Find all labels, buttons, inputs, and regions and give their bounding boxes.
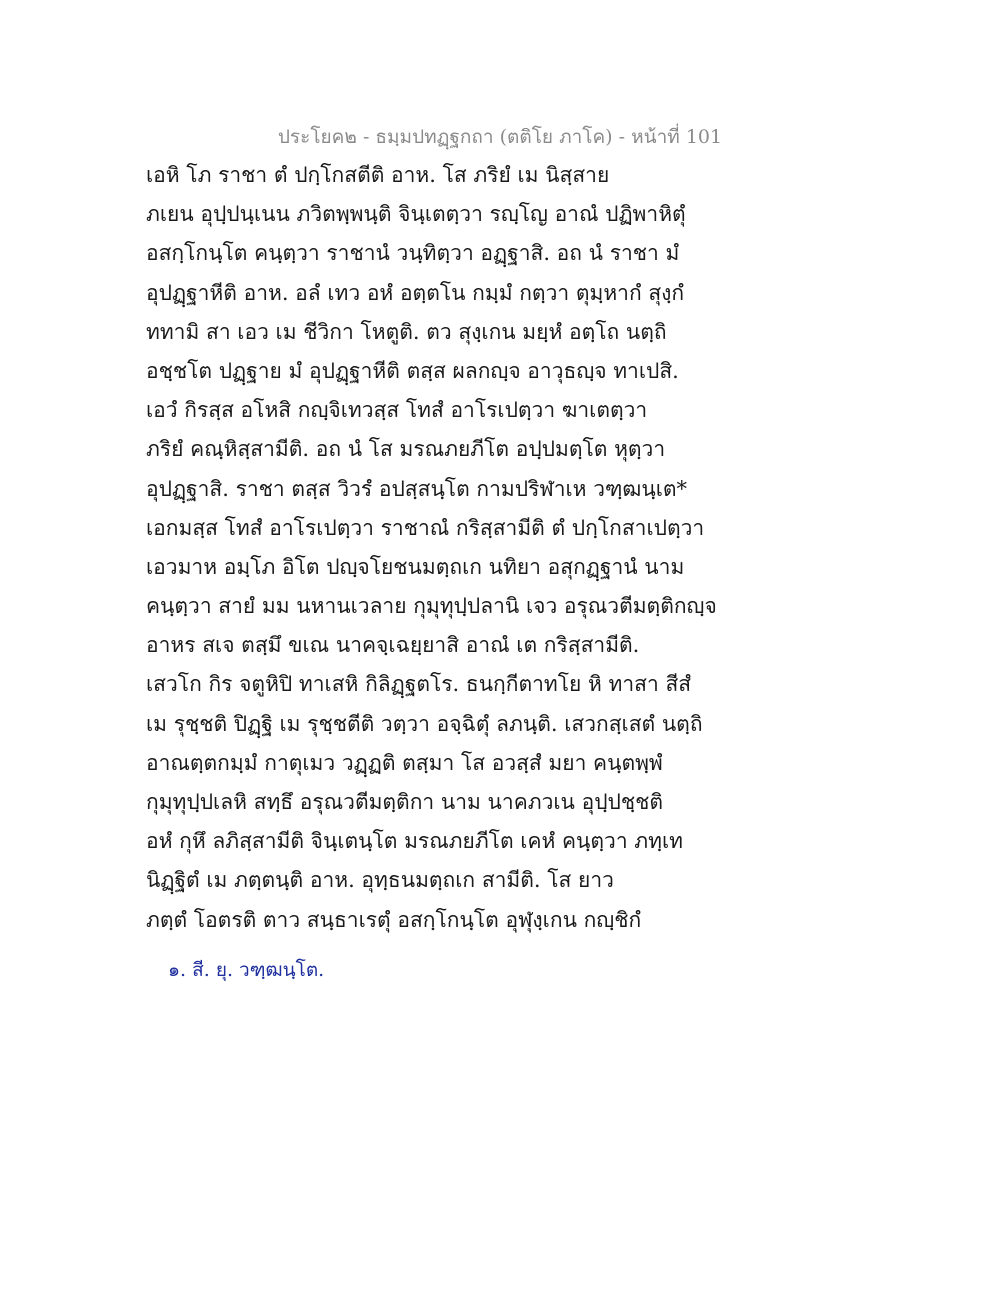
text-line: คนฺตฺวา สายํ มม นหานเวลาย กุมุทุปฺปลานิ เจว อรุณวตีมตฺติกญฺจ [146,594,717,619]
text-line: เอวมาห อมฺโภ อิโต ปญฺจโยชนมตฺถเก นทิยา อสุกฏฺฐานํ นาม [146,554,685,579]
text-line: นิฏฺฐิตํ เม ภตฺตนฺติ อาห. อุทฺธนมตฺถเก สามีติ. โส ยาว [146,868,614,893]
running-title: ประโยค๒ - ธมฺมปทฏฺฐกถา (ตติโย ภาโค) - หน้าที่ 101 [277,126,723,148]
text-line: อาหร สเจ ตสฺมึ ขเณ นาคจฺเฉยฺยาสิ อาณํ เต กริสฺสามีติ. [146,633,640,658]
text-line: เอวํ กิรสฺส อโหสิ กญฺจิเทวสฺส โทสํ อาโรเปตฺวา ฆาเตตฺวา [146,398,648,423]
text-line: ภเยน อุปฺปนฺเนน ภวิตพฺพนฺติ จินฺเตตฺวา รญฺโญ อาณํ ปฏิพาหิตุํ [146,202,686,227]
text-line: เอกมสฺส โทสํ อาโรเปตฺวา ราชาณํ กริสฺสามีติ ตํ ปกฺโกสาเปตฺวา [146,515,705,540]
footnote: ๑. สี. ยุ. วฑฺฒนฺโต. [168,959,325,981]
text-line: อุปฏฺฐาสิ. ราชา ตสฺส วิวรํ อปสฺสนฺโต กามปริฬาเห วฑฺฒนฺเต* [146,476,688,501]
text-line: อหํ กุหึ ลภิสฺสามีติ จินฺเตนฺโต มรณภยภีโต เคหํ คนฺตฺวา ภทฺเท [146,829,684,854]
text-line: อาณตฺตกมฺมํ กาตุเมว วฏฺฏติ ตสฺมา โส อวสฺสํ มยา คนฺตพฺพํ [146,750,663,775]
text-line: กุมุทุปฺปเลหิ สทฺธึ อรุณวตีมตฺติกา นาม นาคภวเน อุปฺปชฺชติ [146,790,664,814]
text-line: ภตฺตํ โอตรติ ตาว สนฺธาเรตุํ อสกฺโกนฺโต อุฬุงฺเกน กญฺชิกํ [146,907,642,932]
text-line: ททามิ สา เอว เม ชีวิกา โหตูติ. ตว สุงฺเกน มยฺหํ อตฺโถ นตฺถิ [146,319,667,344]
body-text [146,156,846,940]
text-line: เสวโก กิร จตูหิปิ ทาเสหิ กิลิฏฺฐตโร. ธนกฺกีตาทโย หิ ทาสา สีสํ [146,672,692,697]
text-line: เอหิ โภ ราชา ตํ ปกฺโกสตีติ อาห. โส ภริยํ เม นิสฺสาย [146,163,610,187]
text-line: เม รุชฺชติ ปิฏฺฐิ เม รุชฺชตีติ วตฺวา อจฺฉิตุํ ลภนฺติ. เสวกสฺเสตํ นตฺถิ [146,711,703,736]
text-line: ภริยํ คณฺหิสฺสามีติ. อถ นํ โส มรณภยภีโต อปฺปมตฺโต หุตฺวา [146,437,666,462]
text-line: อสกฺโกนฺโต คนฺตฺวา ราชานํ วนฺทิตฺวา อฏฺฐาสิ. อถ นํ ราชา มํ [146,241,680,266]
text-line: อุปฏฺฐาหีติ อาห. อลํ เทว อหํ อตฺตโน กมฺมํ กตฺวา ตุมฺหากํ สุงฺกํ [146,280,685,305]
page-header [0,122,1000,152]
text-line: อชฺชโต ปฏฺฐาย มํ อุปฏฺฐาหีติ ตสฺส ผลกญฺจ อาวุธญฺจ ทาเปสิ. [146,358,679,383]
